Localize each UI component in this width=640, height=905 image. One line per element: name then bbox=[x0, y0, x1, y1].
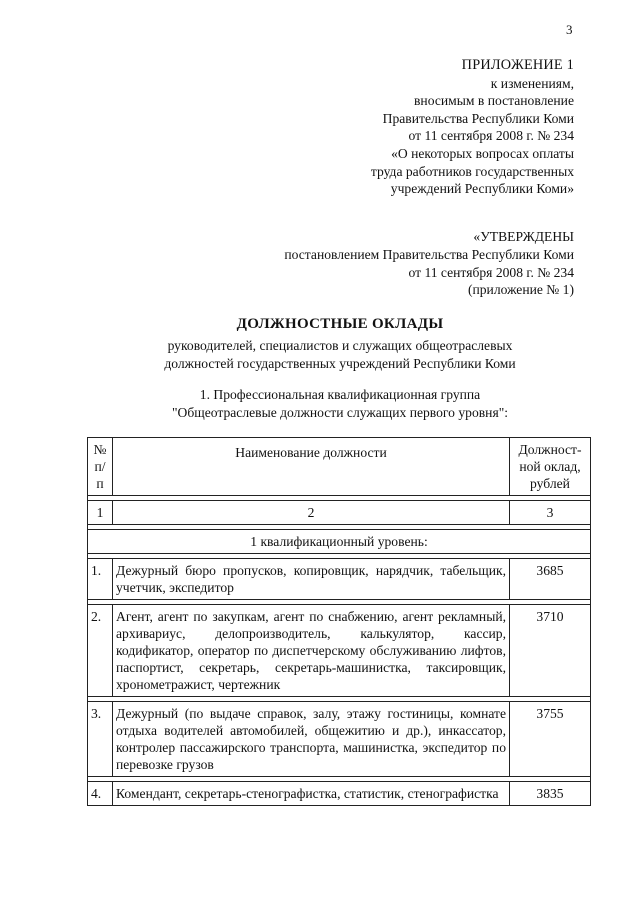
appendix-line: вносимым в постановление bbox=[414, 93, 574, 109]
column-number: 2 bbox=[113, 501, 510, 525]
approval-line: «УТВЕРЖДЕНЫ bbox=[473, 229, 574, 244]
table-header-row bbox=[88, 438, 591, 496]
header-number-line: п/п bbox=[94, 459, 106, 491]
row-number: 3. bbox=[88, 702, 113, 777]
row-number: 4. bbox=[88, 782, 113, 806]
column-number: 3 bbox=[510, 501, 591, 525]
appendix-line: «О некоторых вопросах оплаты bbox=[391, 145, 574, 161]
salary-value: 3835 bbox=[510, 782, 591, 806]
approval-line: (приложение № 1) bbox=[467, 282, 574, 298]
appendix-header bbox=[371, 57, 574, 198]
salary-value: 3755 bbox=[510, 702, 591, 777]
column-number-row bbox=[88, 501, 591, 525]
subtitle-line: руководителей, специалистов и служащих общеотраслевых bbox=[167, 338, 513, 353]
appendix-line: учреждений Республики Коми» bbox=[390, 181, 574, 197]
row-number: 1. bbox=[88, 559, 113, 600]
column-number: 1 bbox=[88, 501, 113, 525]
approval-line: от 11 сентября 2008 г. № 234 bbox=[408, 264, 574, 280]
header-salary-line: рублей bbox=[530, 476, 570, 491]
qualification-level: 1 квалификационный уровень: bbox=[88, 530, 591, 554]
document-subtitle bbox=[60, 337, 620, 372]
approval-block bbox=[284, 228, 574, 299]
group-line: 1. Профессиональная квалификационная группа bbox=[199, 387, 481, 402]
position-name: Дежурный бюро пропусков, копировщик, нарядчик, табельщик, учетчик, экспедитор bbox=[113, 559, 510, 600]
table-row bbox=[88, 702, 591, 777]
position-name: Дежурный (по выдаче справок, залу, этажу гостиницы, комнате отдыха водителей автомобилей, общежитию и др.), инкассатор, контролер пассажирского транспорта, машинистка, экспедитор по перевозке грузов bbox=[113, 702, 510, 777]
salary-table bbox=[87, 437, 591, 806]
table-row bbox=[88, 605, 591, 697]
header-salary bbox=[510, 438, 591, 496]
header-salary-line: ной оклад, bbox=[519, 459, 581, 474]
subtitle-line: должностей государственных учреждений Республики Коми bbox=[164, 355, 516, 371]
appendix-title: ПРИЛОЖЕНИЕ 1 bbox=[461, 57, 574, 73]
salary-value: 3710 bbox=[510, 605, 591, 697]
table-row bbox=[88, 559, 591, 600]
header-position-name: Наименование должности bbox=[113, 438, 510, 496]
salary-value: 3685 bbox=[510, 559, 591, 600]
qualification-level-row bbox=[88, 530, 591, 554]
appendix-line: труда работников государственных bbox=[370, 163, 574, 179]
header-number-line: № bbox=[93, 442, 107, 457]
qualification-group-heading bbox=[60, 386, 620, 421]
appendix-line: от 11 сентября 2008 г. № 234 bbox=[408, 128, 574, 144]
header-number bbox=[88, 438, 113, 496]
appendix-line: к изменениям, bbox=[490, 75, 574, 91]
position-name: Комендант, секретарь-стенографистка, статистик, стенографистка bbox=[113, 782, 510, 806]
table-row bbox=[88, 782, 591, 806]
page-number: 3 bbox=[566, 22, 573, 37]
group-line: "Общеотраслевые должности служащих первого уровня": bbox=[171, 404, 509, 420]
approval-line: постановлением Правительства Республики Коми bbox=[284, 246, 574, 262]
row-number: 2. bbox=[88, 605, 113, 697]
appendix-line: Правительства Республики Коми bbox=[382, 110, 574, 126]
document-title: ДОЛЖНОСТНЫЕ ОКЛАДЫ bbox=[236, 316, 444, 332]
header-salary-line: Должност- bbox=[518, 442, 582, 457]
position-name: Агент, агент по закупкам, агент по снабжению, агент рекламный, архивариус, делопроизводитель, калькулятор, кассир, кодификатор, оператор по диспетчерскому обслуживанию лифтов, паспортист, секретарь, секретарь-машинистка, таксировщик, хронометражист, чертежник bbox=[113, 605, 510, 697]
